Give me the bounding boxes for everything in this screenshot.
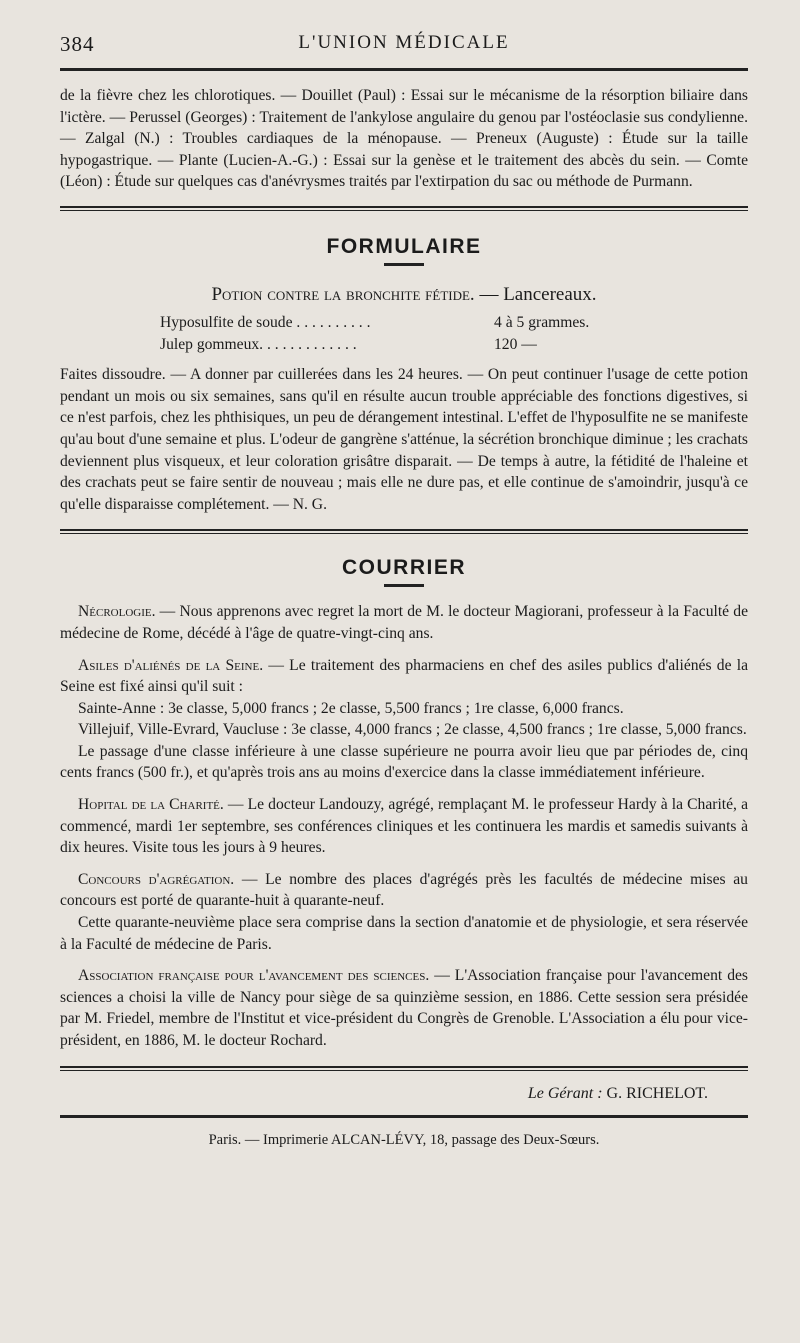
signature [60, 1085, 748, 1103]
recipe-row [160, 312, 748, 334]
formulaire-section [60, 235, 748, 515]
page-header [60, 0, 748, 58]
asiles-line-passage: Le passage d'une classe inférieure à une classe supérieure ne pourra avoir lieu que par périodes de, cinq cents francs (500 fr.), et qu'après trois ans au moins d'exercice dans la classe immédiatement inférieure. [60, 742, 748, 782]
association-paragraph [60, 965, 748, 1051]
asiles-paragraph [60, 655, 748, 698]
heading-dash [384, 263, 424, 266]
concours-text: — Le nombre des places d'agrégés près les facultés de médecine mises au concours est porté de quarante-huit à quarante-neuf. [60, 870, 748, 910]
concours-paragraph [60, 869, 748, 912]
recipe-row [160, 334, 748, 356]
formulaire-body: Faites dissoudre. — A donner par cuillerées dans les 24 heures. — On peut continuer l'usage de cette potion pendant un mois ou six semaines, sans qu'il en résulte aucun trouble appréciable des fonctions digestives, si ce n'est parfois, chez les phthisiques, un peu de dérangement intestinal. L'effet de l'hyposulfite ne se manifeste qu'au bout d'une semaine et plus. L'odeur de gangrène s'atténue, la sécrétion bronchique diminue ; les crachats deviennent plus visqueux, et leur coloration grisâtre disparait. — De temps à autre, la fétidité de l'haleine et des crachats peut se faire sentir de nouveau ; mais elle ne dure pas, et elle continue de s'amoindrir, jusqu'à ce qu'elle disparaisse complétement. — N. G. [60, 366, 748, 513]
courrier-heading: COURRIER [341, 556, 466, 580]
recipe-author: — Lancereaux. [474, 283, 597, 305]
header-rule [60, 68, 748, 71]
necrologie-text: — Nous apprenons avec regret la mort de M. le docteur Magiorani, professeur à la Faculté de médecine de Rome, décédé à l'âge de quatre-vingt-cinq ans. [60, 603, 748, 642]
formulaire-heading: FORMULAIRE [326, 234, 482, 258]
page-number: 384 [60, 32, 95, 56]
ingredient-name: Hyposulfite de soude . . . . . . . . . . [160, 313, 371, 331]
hopital-label: Hopital de la Charité. [78, 796, 224, 814]
section-rule [60, 206, 748, 211]
association-label: Association française pour l'avancement des sciences. [78, 967, 430, 985]
ingredient-qty: 120 — [494, 335, 537, 353]
asiles-text: — Le traitement des pharmaciens en chef des asiles publics d'aliénés de la Seine est fixé ainsi qu'il suit : [60, 656, 748, 696]
hopital-text: — Le docteur Landouzy, agrégé, remplaçant M. le professeur Hardy à la Charité, a commencé, mardi 1er septembre, ses conférences cliniques et les continuera les mardis et samedis suivants à dix heures. Visite tous les jours à 9 heures. [60, 796, 748, 857]
footer-rule [60, 1115, 748, 1118]
recipe-list [160, 312, 748, 355]
asiles-line-villejuif: Villejuif, Ville-Evrard, Vaucluse : 3e classe, 4,000 francs ; 2e classe, 4,500 francs ; 1re classe, 5,000 francs. [78, 721, 747, 739]
section-rule [60, 529, 748, 534]
intro-paragraph: de la fièvre chez les chlorotiques. — Douillet (Paul) : Essai sur le mécanisme de la résorption biliaire dans l'ictère. — Perussel (Georges) : Traitement de l'ankylose angulaire du genou par l'ostéoclasie sus condylienne. — Zalgal (N.) : Troubles cardiaques de la ménopause. — Preneux (Auguste) : Étude sur la taille hypogastrique. — Plante (Lucien-A.-G.) : Essai sur la genèse et le traitement des abcès du sein. — Comte (Léon) : Étude sur quelques cas d'anévrysmes traités par l'extirpation du sac ou méthode de Purmann. [60, 87, 748, 191]
ingredient-qty: 4 à 5 grammes. [494, 313, 590, 331]
signature-name: G. RICHELOT. [602, 1084, 708, 1102]
running-title: L'UNION MÉDICALE [298, 32, 510, 53]
hopital-paragraph [60, 794, 748, 859]
recipe-title-caps: Potion contre la bronchite fétide. [211, 283, 475, 305]
heading-dash [384, 584, 424, 587]
asiles-label: Asiles d'aliénés de la Seine. [78, 656, 264, 674]
ingredient-name: Julep gommeux. . . . . . . . . . . . . [160, 335, 357, 353]
necrologie-label: Nécrologie. [78, 603, 156, 621]
courrier-section [60, 556, 748, 1051]
concours-label: Concours d'agrégation. [78, 870, 235, 888]
association-text: — L'Association française pour l'avancement des sciences a choisi la ville de Nancy pour siège de sa quinzième session, en 1886. Cette session sera présidée par M. Friedel, membre de l'Institut et vice-président du Congrès de Grenoble. L'Association a élu pour vice-président, en 1886, M. le docteur Rochard. [60, 967, 749, 1049]
asiles-line-sainte-anne: Sainte-Anne : 3e classe, 5,000 francs ; 2e classe, 5,500 francs ; 1re classe, 6,000 francs. [78, 699, 624, 717]
signature-label: Le Gérant : [527, 1084, 603, 1102]
necrologie-paragraph [60, 601, 748, 644]
recipe-title [60, 284, 748, 306]
section-rule [60, 1066, 748, 1071]
concours-paragraph-2: Cette quarante-neuvième place sera comprise dans la section d'anatomie et de physiologie, et sera réservée à la Faculté de médecine de Paris. [60, 914, 748, 953]
imprint-footer: Paris. — Imprimerie ALCAN-LÉVY, 18, passage des Deux-Sœurs. [208, 1131, 600, 1148]
